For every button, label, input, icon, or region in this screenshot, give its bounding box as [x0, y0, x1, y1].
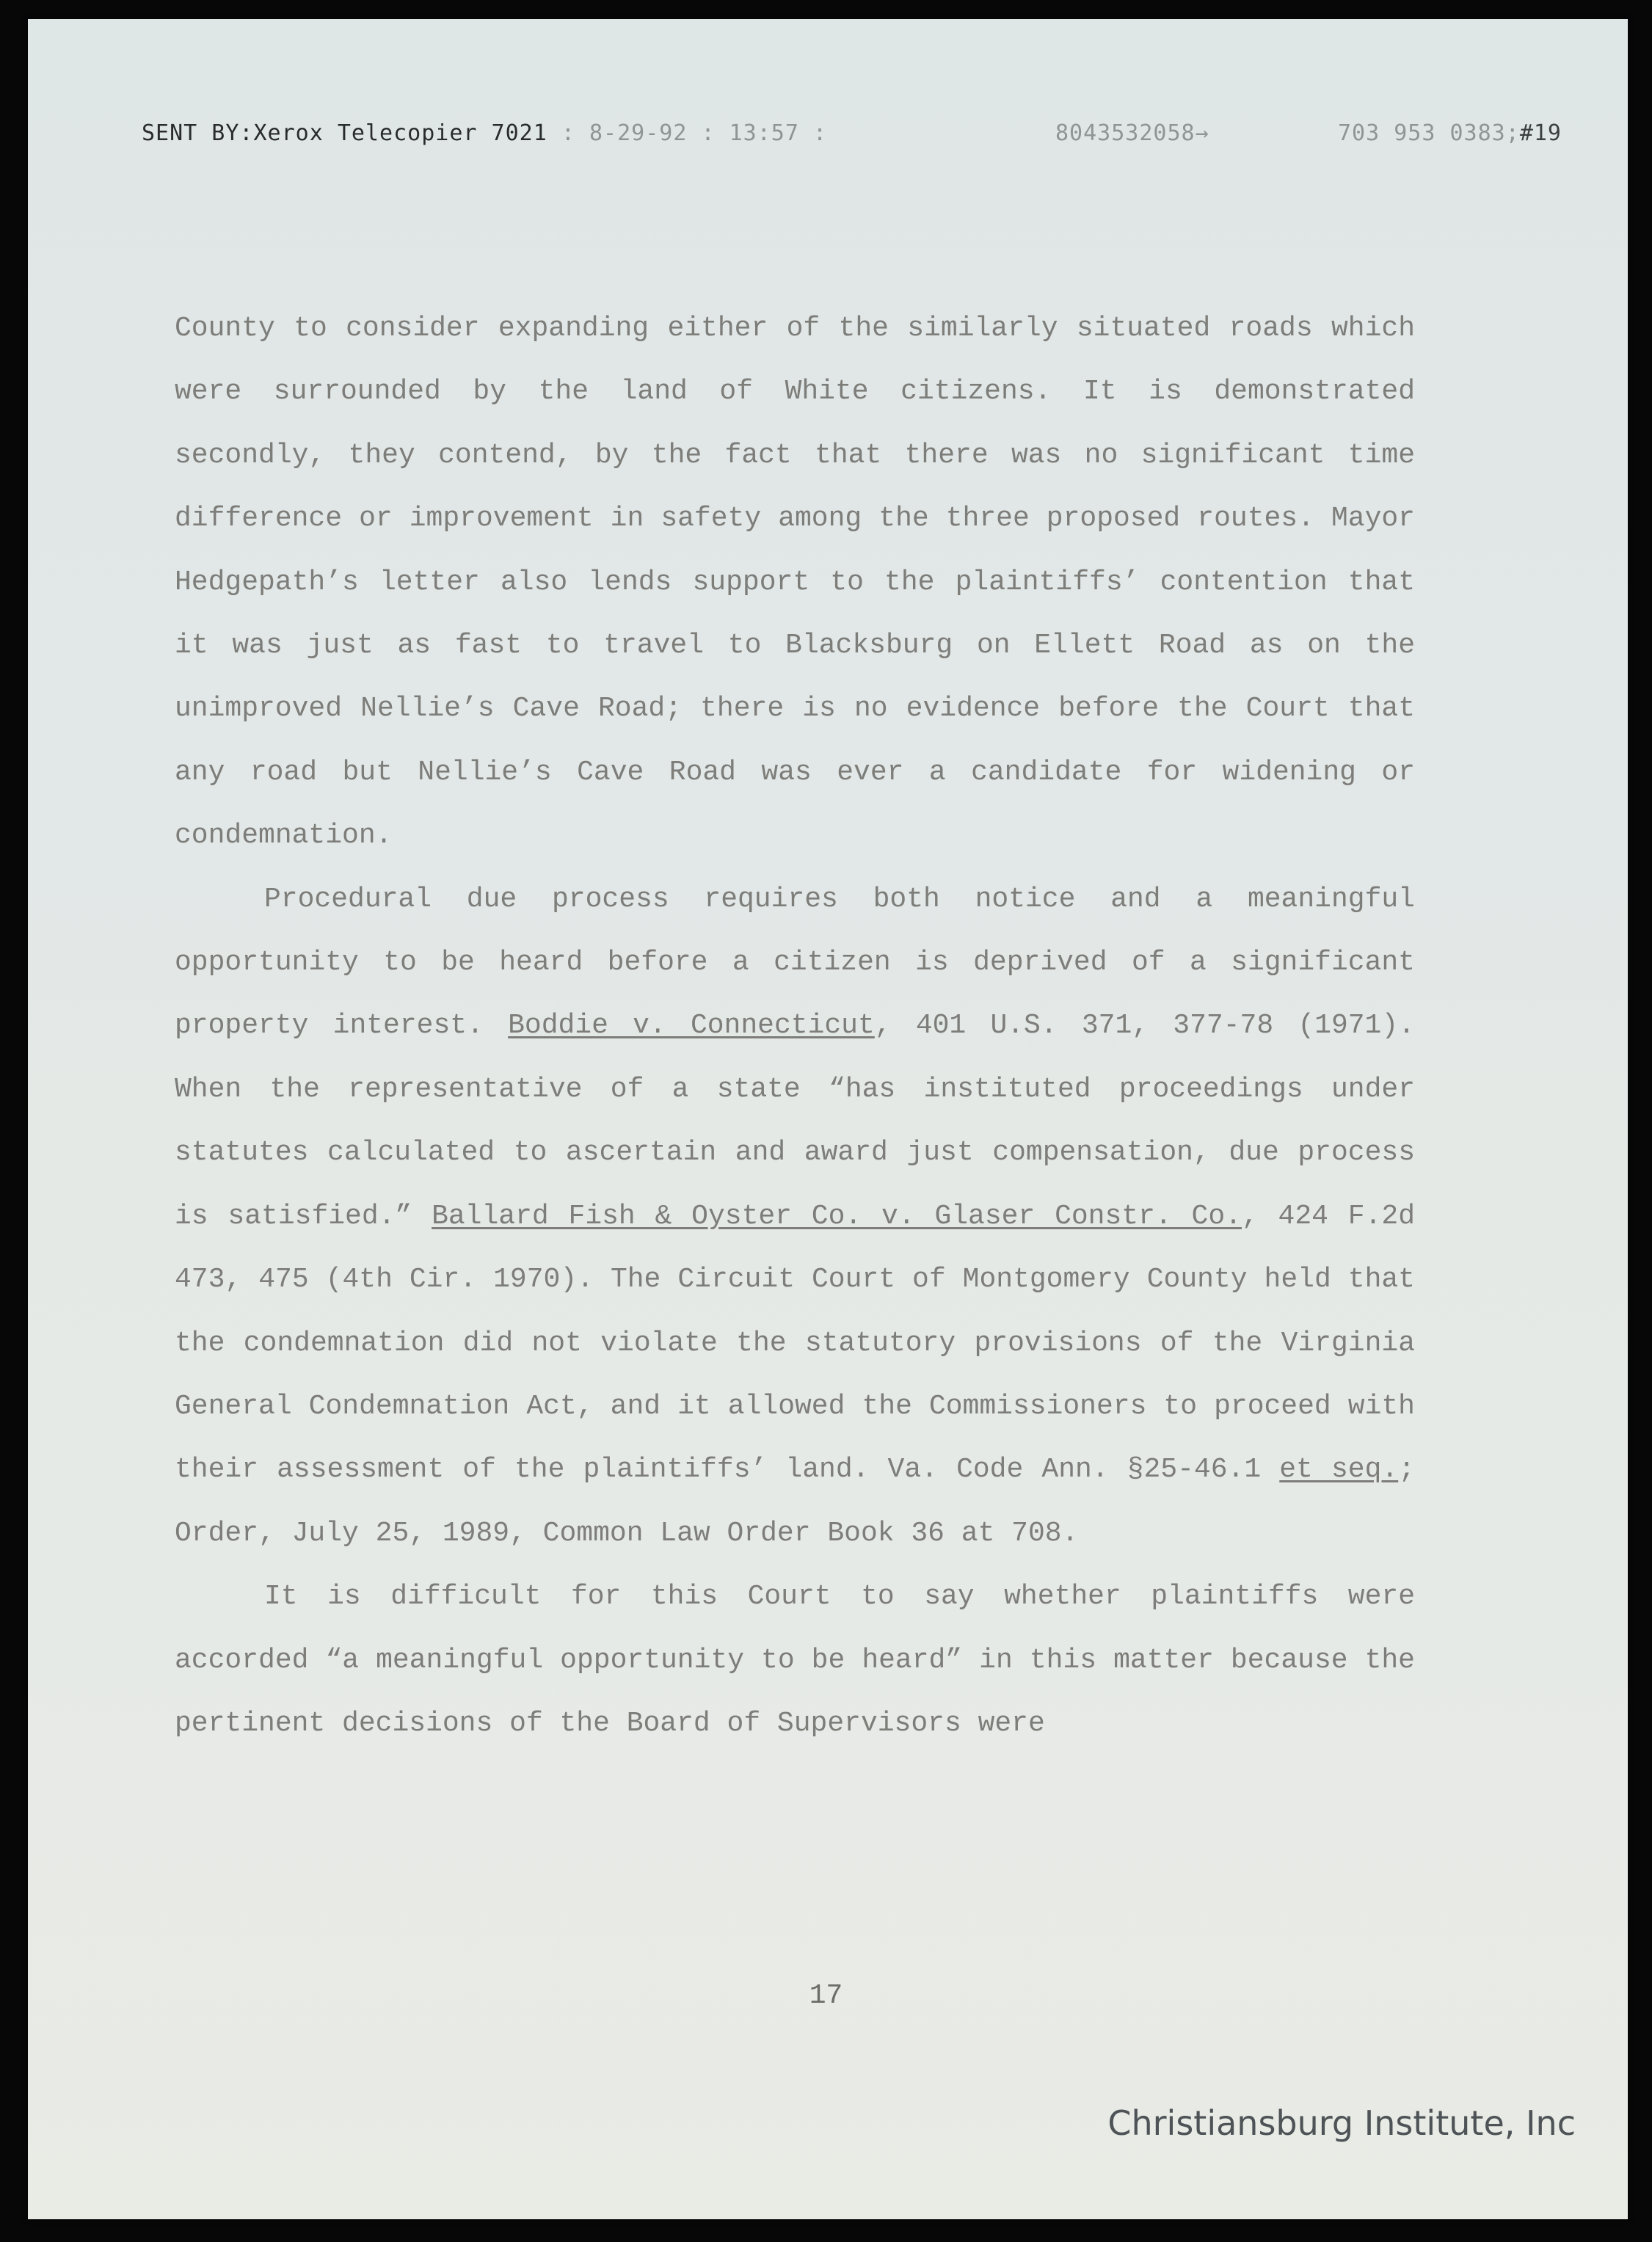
- fax-sep-1: :: [561, 120, 575, 146]
- page-number: 17: [809, 1980, 843, 2012]
- document-body: [175, 297, 1415, 1755]
- fax-from-number: 8043532058→: [1055, 120, 1209, 146]
- paragraph-1: [175, 297, 1415, 868]
- fax-to-number: [1338, 120, 1562, 146]
- watermark: Christiansburg Institute, Inc: [1107, 2103, 1576, 2143]
- paragraph-1-text: County to consider expanding either of the similarly situated roads which were surrounded by the land of White citizens. It is demonstrated secondly, they contend, by the fact that there was no significant time difference or improvement in safety among the three proposed routes. Mayor Hedgepath’s letter also lends support to the plaintiffs’ contention that it was just as fast to travel to Blacksburg on Ellett Road as on the unimproved Nellie’s Cave Road; there is no evidence before the Court that any road but Nellie’s Cave Road was ever a candidate for widening or condemnation.: [175, 313, 1415, 852]
- fax-sep-2: :: [701, 120, 716, 146]
- et-seq: et seq.: [1279, 1454, 1399, 1486]
- paragraph-2-text-d: ; Order, July 25, 1989, Common Law Order Book 36 at 708.: [175, 1454, 1415, 1549]
- paragraph-2-text-a: Procedural due process requires both notice and a meaningful opportunity to be heard before a citizen is deprived of a significant property interest.: [175, 883, 1415, 1042]
- fax-to-number-text: 703 953 0383;: [1338, 120, 1520, 146]
- fax-date: 8-29-92: [589, 120, 688, 146]
- paragraph-3: [175, 1565, 1415, 1755]
- paragraph-2-text-c: , 424 F.2d 473, 475 (4th Cir. 1970). The Circuit Court of Montgomery County held that the condemnation did not violate the statutory provisions of the Virginia General Condemnation Act, and it allowed the Commissioners to proceed with their assessment of the plaintiffs’ land. Va. Code Ann. §25-46.1: [175, 1200, 1415, 1486]
- fax-header: [142, 120, 1562, 150]
- fax-page-mark: #19: [1519, 120, 1562, 146]
- paragraph-2: [175, 868, 1415, 1565]
- fax-sep-3: :: [812, 120, 828, 146]
- paragraph-2-text-b: , 401 U.S. 371, 377-78 (1971). When the representative of a state “has instituted proceedings under statutes calculated to ascertain and award just compensation, due process is satisfied.”: [175, 1010, 1415, 1232]
- fax-sender-text: SENT BY:Xerox Telecopier 7021: [142, 120, 547, 146]
- fax-time: 13:57: [729, 120, 799, 146]
- paragraph-3-text: It is difficult for this Court to say whether plaintiffs were accorded “a meaningful opportunity to be heard” in this matter because the pertinent decisions of the Board of Supervisors were: [175, 1581, 1415, 1739]
- fax-header-sender: [142, 120, 827, 146]
- case-citation-ballard: Ballard Fish & Oyster Co. v. Glaser Constr. Co.: [432, 1200, 1242, 1232]
- case-citation-boddie: Boddie v. Connecticut: [508, 1010, 875, 1042]
